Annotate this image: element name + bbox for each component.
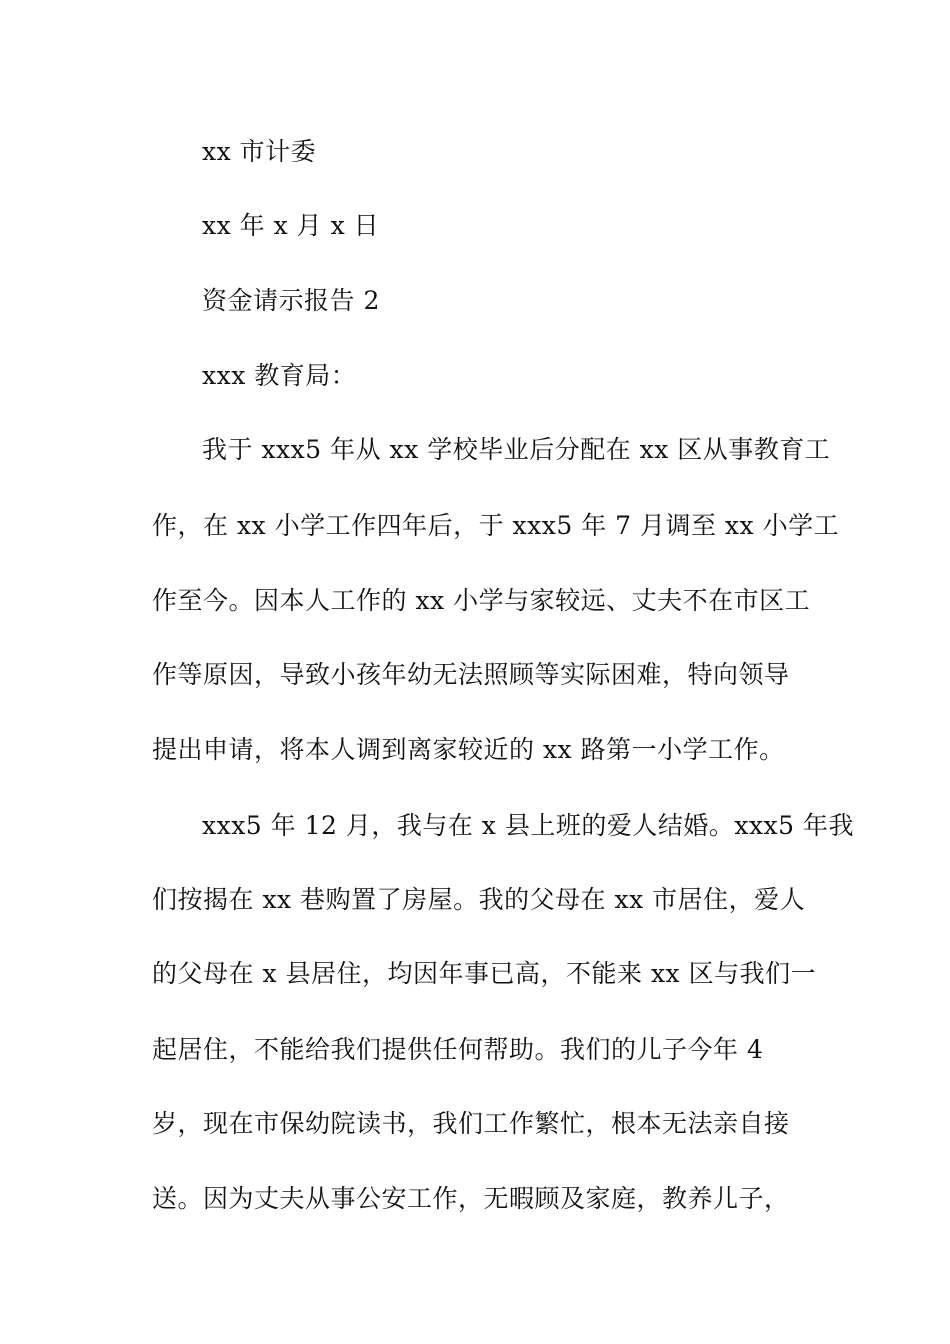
paragraph-line: 作，在 xx 小学工作四年后，于 xxx5 年 7 月调至 xx 小学工 bbox=[152, 511, 840, 540]
paragraph-line: 起居住，不能给我们提供任何帮助。我们的儿子今年 4 bbox=[152, 1035, 764, 1064]
paragraph-line: 作至今。因本人工作的 xx 小学与家较远、丈夫不在市区工 bbox=[152, 586, 811, 615]
paragraph-line: 作等原因，导致小孩年幼无法照顾等实际困难，特向领导 bbox=[152, 660, 790, 689]
paragraph-line: 我于 xxx5 年从 xx 学校毕业后分配在 xx 区从事教育工 bbox=[202, 435, 831, 464]
signature-date: xx 年 x 月 x 日 bbox=[202, 211, 380, 240]
section-title: 资金请示报告 2 bbox=[202, 286, 380, 315]
signature-org: xx 市计委 bbox=[202, 137, 317, 166]
paragraph-line: 们按揭在 xx 巷购置了房屋。我的父母在 xx 市居住，爱人 bbox=[152, 885, 806, 914]
paragraph-line: xxx5 年 12 月，我与在 x 县上班的爱人结婚。xxx5 年我 bbox=[202, 811, 854, 840]
paragraph-line: 岁，现在市保幼院读书，我们工作繁忙，根本无法亲自接 bbox=[152, 1109, 790, 1138]
paragraph-line: 的父母在 x 县居住，均因年事已高，不能来 xx 区与我们一 bbox=[152, 959, 817, 988]
paragraph-line: 送。因为丈夫从事公安工作，无暇顾及家庭，教养儿子， bbox=[152, 1184, 790, 1213]
paragraph-line: 提出申请，将本人调到离家较近的 xx 路第一小学工作。 bbox=[152, 735, 785, 764]
salutation: xxx 教育局： bbox=[202, 361, 357, 390]
